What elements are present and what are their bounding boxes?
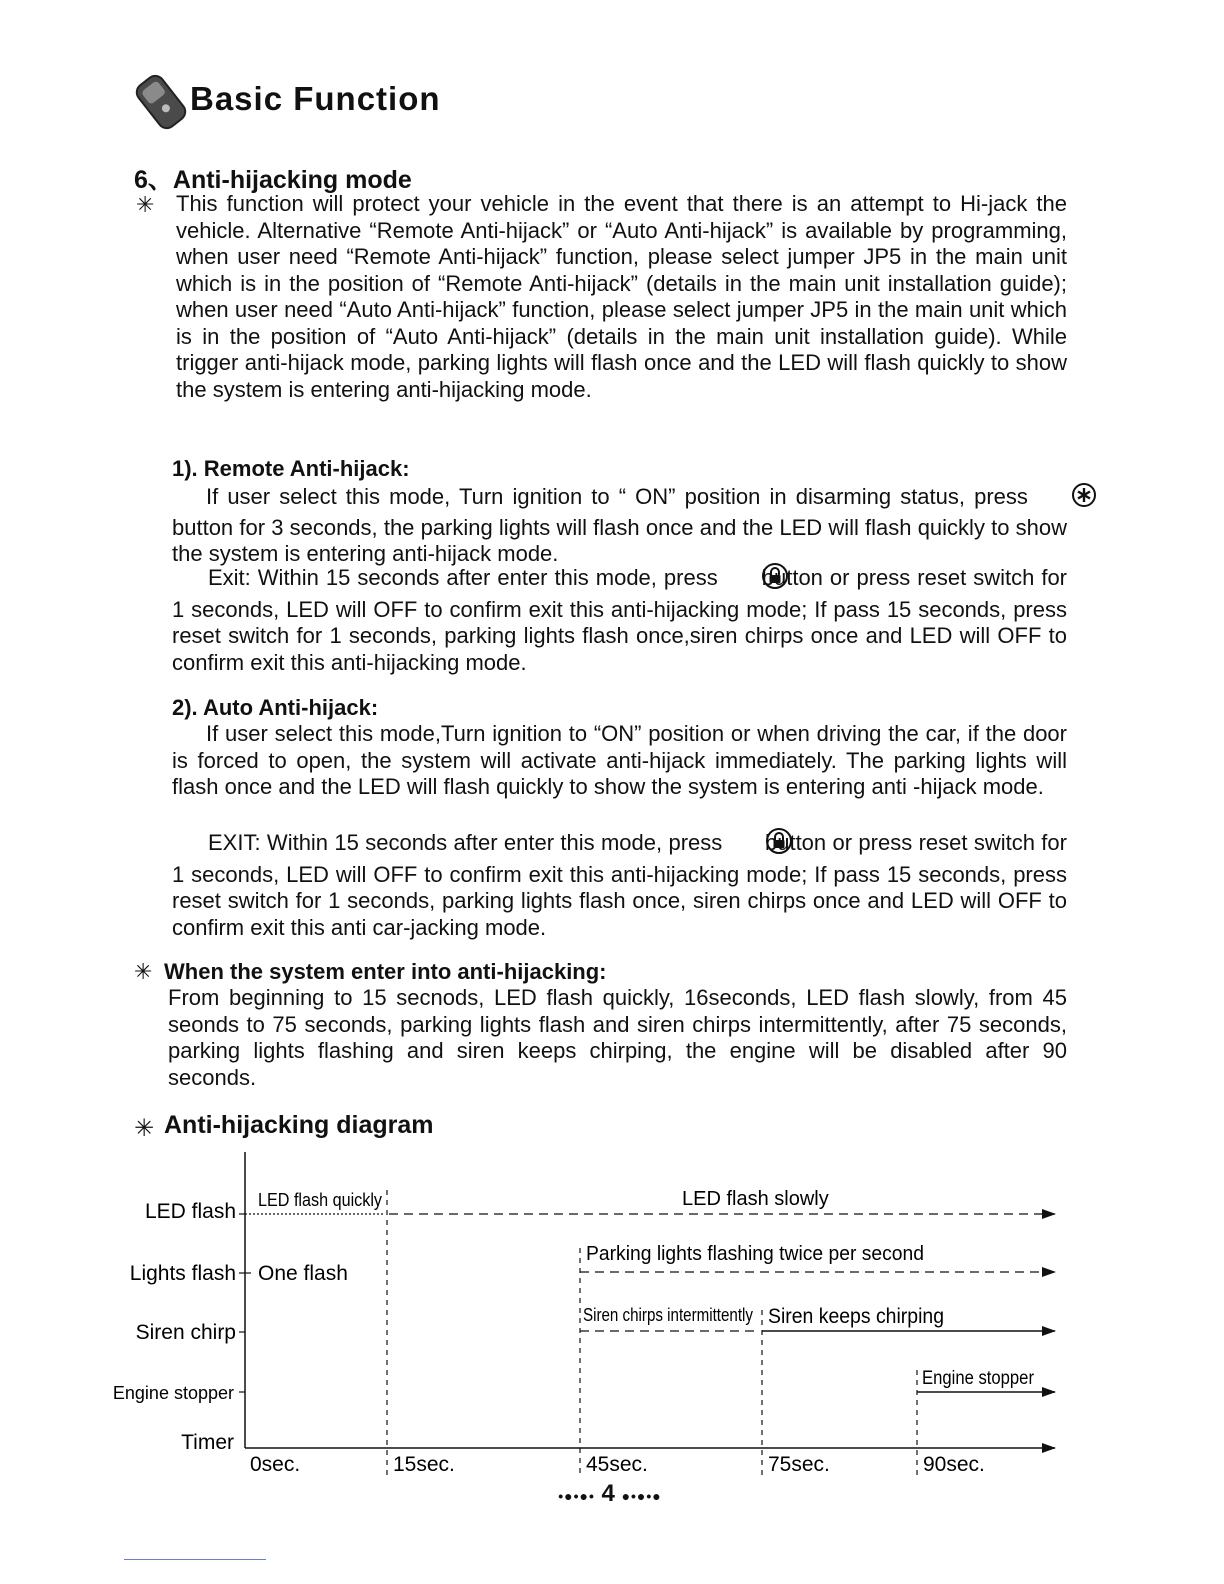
remote-p1-text-b: button for 3 seconds, the parking lights will flash once and the LED will flash quickly to show the system is entering anti-hijack mode. (172, 514, 1067, 566)
led-quick-label: LED flash quickly (258, 1190, 382, 1210)
tick-label-0: 0sec. (250, 1453, 301, 1476)
remote-p2-text-a: Exit: Within 15 seconds after enter this mode, press (208, 565, 718, 591)
diagram-title: Anti-hijacking diagram (164, 1111, 434, 1139)
auto-paragraph-2 (172, 827, 1067, 941)
row-label-timer: Timer (181, 1431, 234, 1454)
decorative-dots-left: •●•●• (558, 1488, 595, 1504)
siren-intermittent-label: Siren chirps intermittently (583, 1305, 753, 1325)
bullet-icon: ✳ (136, 192, 155, 217)
row-label-led: LED flash (144, 1200, 236, 1223)
page-number-value: 4 (601, 1480, 615, 1507)
when-title: When the system enter into anti-hijacking: (164, 959, 607, 984)
tick-label-45: 45sec. (586, 1453, 648, 1476)
one-flash-label: One flash (258, 1262, 348, 1285)
footer-rule (124, 1559, 266, 1560)
auto-paragraph-1: If user select this mode,Turn ignition to “ON” position or when driving the car, if the door is forced to open, the system will activate anti-hijack immediately. The parking lights will flash once and the LED will flash quickly to show the system is entering anti -hijack mode. (172, 721, 1067, 799)
star-button-icon (1037, 482, 1067, 515)
auto-p2-text-a: EXIT: Within 15 seconds after enter this mode, press (208, 830, 723, 856)
when-paragraph: From beginning to 15 secnods, LED flash quickly, 16seconds, LED flash slowly, from 45 seonds to 75 seconds, parking lights flash and siren chirps intermittently, after 75 seconds, parking lights flashing and siren keeps chirping, the engine will be disabled after 90 seconds. (168, 985, 1067, 1090)
tick-label-75: 75sec. (768, 1453, 830, 1476)
lock-button-icon (729, 827, 759, 862)
row-label-lights: Lights flash (129, 1262, 236, 1285)
tick-label-15: 15sec. (393, 1453, 455, 1476)
page-header-title: Basic Function (190, 80, 441, 117)
remote-p2-text-b: button or press reset switch for 1 seconds, LED will OFF to confirm exit this anti-hijacking mode; If pass 15 seconds, press reset switch for 1 seconds, parking lights flash once,siren chirps once and LED will OFF to confirm exit this anti-hijacking mode. (172, 565, 1068, 675)
parking-lights-label: Parking lights flashing twice per second (586, 1243, 924, 1265)
page-number (535, 1480, 685, 1508)
remote-key-fob-icon (132, 70, 190, 134)
remote-anti-hijack-title: 1). Remote Anti-hijack: (172, 456, 410, 481)
lock-button-icon (725, 562, 755, 597)
engine-stopper-label: Engine stopper (922, 1368, 1035, 1389)
decorative-dots-right: ●•●•● (621, 1488, 662, 1504)
siren-keeps-label: Siren keeps chirping (768, 1305, 944, 1328)
auto-p2-text-b: button or press reset switch for 1 seconds, LED will OFF to confirm exit this anti-hijacking mode; If pass 15 seconds, press reset switch for 1 seconds, parking lights flash once, siren chirps once and LED will OFF to confirm exit this anti car-jacking mode. (172, 830, 1067, 940)
remote-paragraph-1 (172, 482, 1067, 568)
auto-anti-hijack-title: 2). Auto Anti-hijack: (172, 695, 379, 720)
bullet-icon: ✳ (134, 959, 153, 984)
bullet-icon: ✳ (134, 1115, 155, 1142)
remote-paragraph-2 (172, 562, 1067, 676)
row-label-engine: Engine stopper (112, 1383, 234, 1403)
remote-p1-text-a: If user select this mode, Turn ignition to “ ON” position in disarming status, press (206, 484, 1028, 510)
section-title: 6、Anti-hijacking mode (134, 166, 412, 194)
tick-label-90: 90sec. (923, 1453, 985, 1476)
led-slow-label: LED flash slowly (682, 1188, 829, 1210)
row-label-siren: Siren chirp (135, 1321, 236, 1344)
anti-hijacking-diagram (0, 1140, 1224, 1480)
intro-paragraph: This function will protect your vehicle in the event that there is an attempt to Hi-jack the vehicle. Alternative “Remote Anti-hijack” or “Auto Anti-hijack” is available by programming, when user need “Remote Anti-hijack” function, please select jumper JP5 in the main unit which is in the position of “Remote Anti-hijack” (details in the main unit installation guide); when user need “Auto Anti-hijack” function, please select jumper JP5 in the main unit which is in the position of “Auto Anti-hijack” (details in the main unit installation guide). While trigger anti-hijack mode, parking lights will flash once and the LED will flash quickly to show the system is entering anti-hijacking mode. (176, 191, 1067, 402)
